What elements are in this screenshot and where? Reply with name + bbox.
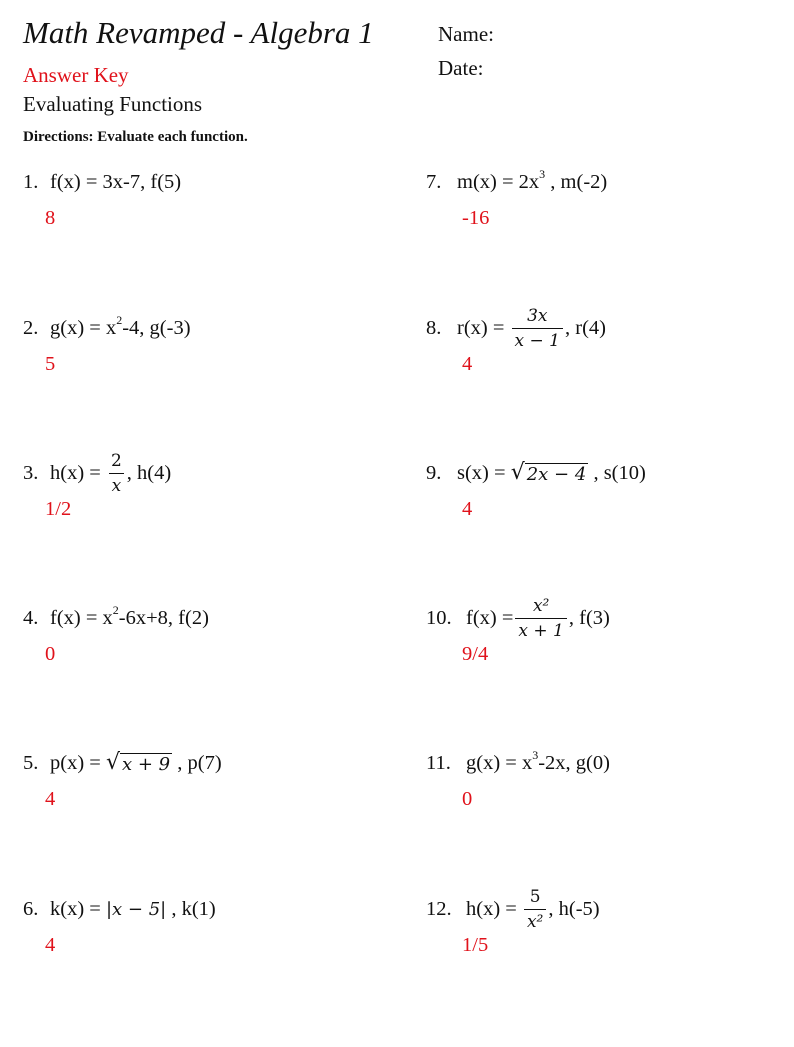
worksheet-title: Math Revamped - Algebra 1 (23, 15, 374, 50)
answer-9: 4 (462, 498, 473, 520)
answer-3: 1/2 (45, 498, 72, 520)
problem-expression (457, 306, 606, 351)
answer-7: -16 (462, 207, 490, 229)
answer-10: 9/4 (462, 643, 489, 665)
problem-number: 5. (23, 751, 39, 774)
problem-11 (426, 743, 610, 783)
fraction (512, 306, 563, 351)
expression-text: r(x) = (457, 316, 510, 339)
fraction-denominator: x + 1 (515, 618, 566, 641)
problem-expression (50, 751, 222, 776)
problem-5 (23, 743, 222, 783)
expression-text: f(x) = 3x-7, f(5) (50, 170, 182, 193)
fraction-denominator: x (109, 473, 125, 496)
expression-text: m(x) = 2x (457, 170, 540, 193)
expression-text-rest: , f(3) (568, 606, 610, 629)
expression-text: k(x) = (50, 897, 106, 920)
square-root (106, 751, 172, 776)
problem-number: 1. (23, 170, 39, 193)
problem-number: 7. (426, 170, 442, 193)
problem-expression: m(x) = 2x $^3$ , m(-2) (457, 167, 608, 193)
problem-expression (50, 171, 181, 194)
expression-text: s(x) = (457, 461, 511, 484)
radicand: 2x − 4 (526, 463, 587, 485)
expression-text-rest: , m(-2) (545, 170, 608, 193)
answer-8: 4 (462, 353, 473, 375)
problem-expression (466, 887, 600, 932)
fraction-numerator: 5 (529, 886, 541, 907)
expression-text: p(x) = (50, 751, 106, 774)
problem-7 (426, 162, 607, 202)
problem-8 (426, 305, 606, 351)
problem-number: 12. (426, 897, 452, 920)
answer-key-label: Answer Key (23, 63, 129, 87)
problem-expression (50, 898, 216, 921)
expression-text: h(x) = (50, 461, 106, 484)
fraction-numerator: x² (532, 595, 550, 616)
expression-text-rest: -2x, g(0) (538, 751, 610, 774)
problem-2 (23, 308, 191, 348)
expression-text: h(x) = (466, 897, 522, 920)
absolute-value: |x − 5| (105, 898, 167, 920)
radical-sign-icon: √ (510, 459, 525, 485)
problem-expression: g(x) = x $^2$ -4, g(-3) (50, 313, 191, 339)
expression-text-rest: , p(7) (172, 751, 222, 774)
answer-12: 1/5 (462, 934, 489, 956)
expression-text: f(x) = x (50, 606, 113, 629)
directions: Directions: Evaluate each function. (23, 129, 248, 145)
fraction-denominator: x² (524, 909, 546, 932)
expression-text: f(x) = (466, 606, 514, 629)
problem-9 (426, 453, 646, 493)
problem-3 (23, 450, 172, 496)
problem-expression: f(x) = x $^2$ -6x+8, f(2) (50, 603, 209, 629)
fraction-denominator: x − 1 (512, 328, 563, 351)
problem-4 (23, 598, 209, 638)
expression-text-rest: , r(4) (565, 316, 606, 339)
problem-number: 2. (23, 316, 39, 339)
square-root (511, 461, 589, 486)
problem-number: 6. (23, 897, 39, 920)
expression-text: g(x) = x (50, 316, 117, 339)
problem-expression (457, 461, 646, 486)
fraction-numerator: 3x (527, 305, 548, 326)
fraction-numerator: 2 (110, 450, 122, 471)
problem-number: 9. (426, 461, 442, 484)
answer-6: 4 (45, 934, 56, 956)
problem-12 (426, 886, 600, 932)
answer-2: 5 (45, 353, 56, 375)
problem-6 (23, 889, 216, 929)
fraction (515, 596, 566, 641)
expression-text: g(x) = x (466, 751, 533, 774)
fraction (108, 451, 125, 496)
expression-text-rest: -4, g(-3) (122, 316, 191, 339)
worksheet-subtitle: Evaluating Functions (23, 92, 203, 116)
answer-4: 0 (45, 643, 56, 665)
expression-text-rest: , h(4) (126, 461, 172, 484)
problem-10 (426, 595, 610, 641)
answer-11: 0 (462, 788, 473, 810)
date-label: Date: (438, 56, 484, 80)
expression-text-rest: -6x+8, f(2) (118, 606, 209, 629)
answer-1: 8 (45, 207, 56, 229)
problem-number: 10. (426, 606, 452, 629)
fraction (524, 887, 546, 932)
problem-expression: g(x) = x $^3$ -2x, g(0) (466, 748, 610, 774)
problem-number: 8. (426, 316, 442, 339)
answer-5: 4 (45, 788, 56, 810)
problem-1 (23, 162, 181, 202)
expression-text-rest: , h(-5) (548, 897, 600, 920)
radicand: x + 9 (122, 753, 171, 775)
problem-number: 11. (426, 751, 451, 774)
problem-expression (466, 596, 610, 641)
expression-text-rest: , s(10) (588, 461, 646, 484)
name-label: Name: (438, 22, 494, 46)
radical-sign-icon: √ (105, 749, 120, 775)
problem-expression (50, 451, 171, 496)
expression-text-rest: , k(1) (166, 897, 216, 920)
problem-number: 4. (23, 606, 39, 629)
problem-number: 3. (23, 461, 39, 484)
